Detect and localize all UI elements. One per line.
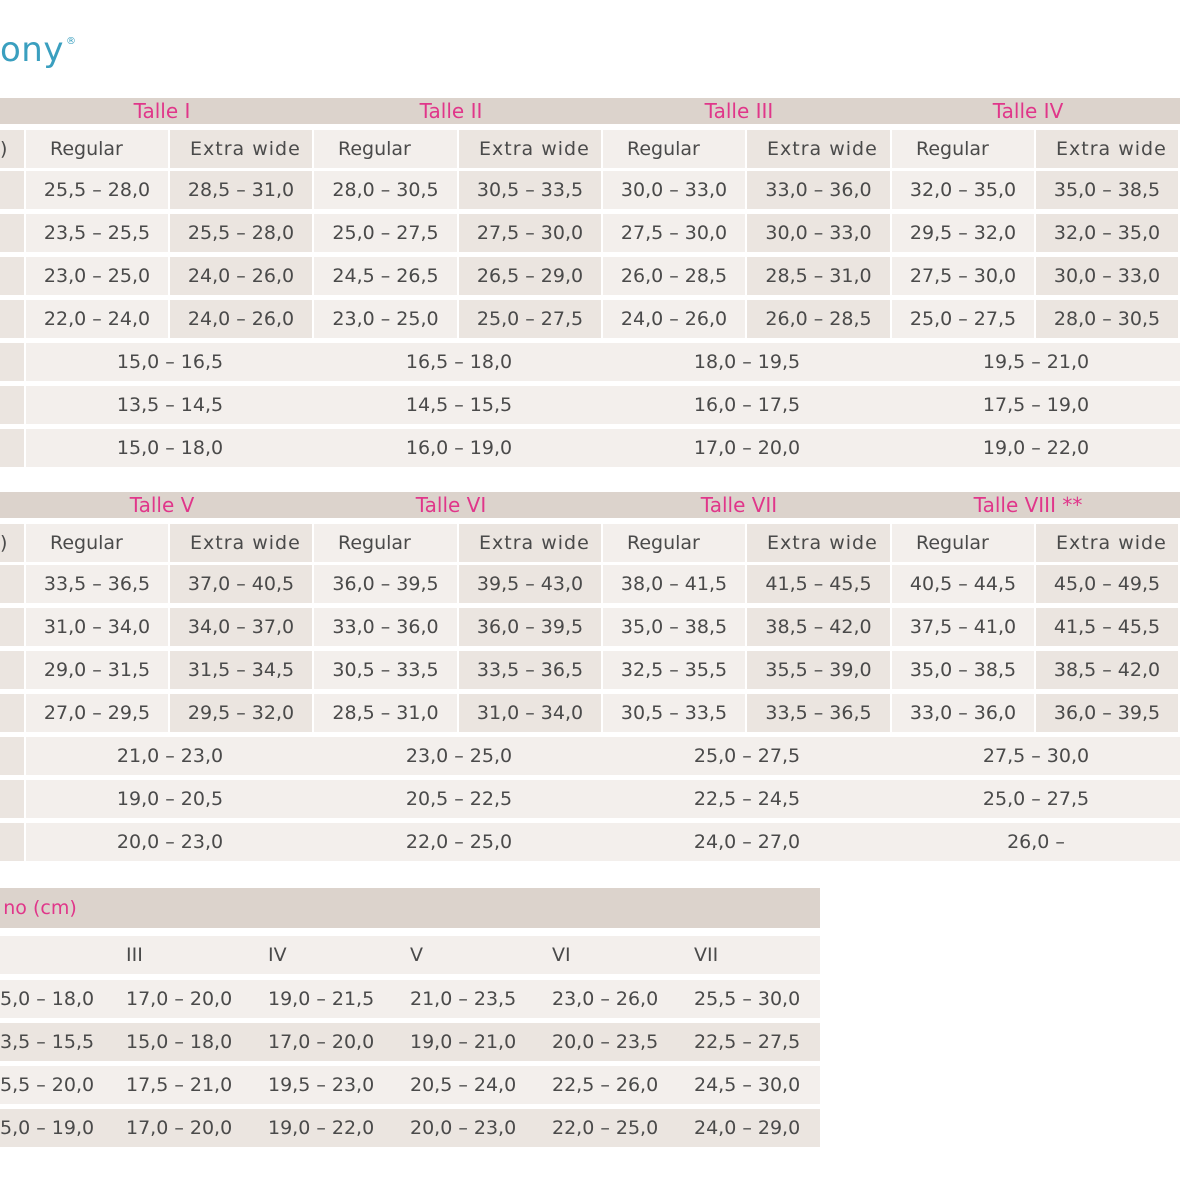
row-stub — [0, 300, 24, 338]
table-cell: 14,5 – 15,5 — [405, 394, 513, 416]
table-cell: 45,0 – 49,5 — [1036, 565, 1178, 603]
table-cell: 15,0 – 18,0 — [126, 1031, 233, 1053]
table-cell: 28,5 – 31,0 — [747, 257, 890, 295]
size-label: Talle I — [133, 99, 191, 123]
table-cell: 39,5 – 43,0 — [459, 565, 601, 603]
table-cell: 30,0 – 33,0 — [603, 171, 745, 209]
table-cell: 28,5 – 31,0 — [314, 694, 457, 732]
table-cell: 38,5 – 42,0 — [1036, 651, 1178, 689]
table-cell: 23,0 – 25,0 — [26, 257, 168, 295]
size-label: Talle V — [129, 493, 195, 517]
size-label: Talle VIII ** — [973, 493, 1083, 517]
extra-wide-header: Extra wide — [170, 130, 312, 168]
table-cell: 29,5 – 32,0 — [170, 694, 312, 732]
table-cell: 17,0 – 20,0 — [693, 437, 801, 459]
table-cell: 16,0 – 19,0 — [405, 437, 513, 459]
table-cell: 36,0 – 39,5 — [314, 565, 457, 603]
table-cell: 5,0 – 19,0 — [0, 1117, 95, 1139]
row-stub — [0, 694, 24, 732]
row-stub — [0, 780, 24, 818]
table-cell: 30,5 – 33,5 — [314, 651, 457, 689]
table-row-merged — [0, 343, 1180, 381]
table-cell: 35,5 – 39,0 — [747, 651, 890, 689]
table-cell: 33,0 – 36,0 — [892, 694, 1034, 732]
table-cell: 30,5 – 33,5 — [459, 171, 601, 209]
table-cell: 37,0 – 40,5 — [170, 565, 312, 603]
table-cell: 24,5 – 30,0 — [694, 1074, 801, 1096]
size-label: Talle II — [419, 99, 483, 123]
table-cell: 24,0 – 26,0 — [170, 300, 312, 338]
table-cell: 22,5 – 26,0 — [552, 1074, 659, 1096]
table-cell: 17,0 – 20,0 — [268, 1031, 375, 1053]
table-cell: 19,5 – 21,0 — [982, 351, 1090, 373]
hand-size-title: no (cm) — [3, 897, 77, 919]
table-cell: 32,0 – 35,0 — [1036, 214, 1178, 252]
table-cell: 27,5 – 30,0 — [892, 257, 1034, 295]
table-row — [0, 694, 1180, 732]
table-row — [0, 257, 1180, 295]
extra-wide-header: Extra wide — [459, 130, 601, 168]
table-cell: 33,0 – 36,0 — [747, 171, 890, 209]
regular-header: Regular — [314, 524, 457, 562]
table-cell: 19,0 – 22,0 — [982, 437, 1090, 459]
table-cell: 19,0 – 21,0 — [410, 1031, 517, 1053]
row-stub — [0, 171, 24, 209]
hand-size-title-band — [0, 888, 820, 928]
row-stub — [0, 651, 24, 689]
brand-name: ony — [0, 30, 64, 70]
table-cell: 32,0 – 35,0 — [892, 171, 1034, 209]
table-cell: 30,0 – 33,0 — [1036, 257, 1178, 295]
table-row-merged — [0, 823, 1180, 861]
table-cell: 23,0 – 25,0 — [405, 745, 513, 767]
table-cell: 16,5 – 18,0 — [405, 351, 513, 373]
table-cell: 16,0 – 17,5 — [693, 394, 801, 416]
table-cell: 24,5 – 26,5 — [314, 257, 457, 295]
table-cell: 25,0 – 27,5 — [693, 745, 801, 767]
extra-wide-header: Extra wide — [1036, 130, 1178, 168]
table-cell: 33,0 – 36,0 — [314, 608, 457, 646]
table-cell: 24,0 – 27,0 — [693, 831, 801, 853]
table-cell: 19,0 – 21,5 — [268, 988, 375, 1010]
row-stub — [0, 608, 24, 646]
table-cell: 17,5 – 21,0 — [126, 1074, 233, 1096]
table-row — [0, 1066, 820, 1104]
table-cell: 30,5 – 33,5 — [603, 694, 745, 732]
table-cell: 25,5 – 28,0 — [26, 171, 168, 209]
table-cell: 28,5 – 31,0 — [170, 171, 312, 209]
table-cell: 5,0 – 18,0 — [0, 988, 95, 1010]
table-cell: 33,5 – 36,5 — [459, 651, 601, 689]
table-cell: 22,0 – 25,0 — [552, 1117, 659, 1139]
table-row — [0, 171, 1180, 209]
table-cell: 21,0 – 23,0 — [116, 745, 224, 767]
table-cell: 20,5 – 22,5 — [405, 788, 513, 810]
table-cell: 26,5 – 29,0 — [459, 257, 601, 295]
table-cell: 17,0 – 20,0 — [126, 1117, 233, 1139]
table-cell: 29,5 – 32,0 — [892, 214, 1034, 252]
extra-wide-header: Extra wide — [459, 524, 601, 562]
table-cell: 19,0 – 22,0 — [268, 1117, 375, 1139]
size-header-band — [0, 98, 1180, 124]
table-cell: 22,5 – 27,5 — [694, 1031, 801, 1053]
table-cell: 29,0 – 31,5 — [26, 651, 168, 689]
size-label: Talle VII — [700, 493, 778, 517]
table-cell: 17,5 – 19,0 — [982, 394, 1090, 416]
row-stub — [0, 386, 24, 424]
table-cell: 28,0 – 30,5 — [1036, 300, 1178, 338]
table-cell: 34,0 – 37,0 — [170, 608, 312, 646]
table-cell: 33,5 – 36,5 — [26, 565, 168, 603]
column-header: VI — [552, 944, 571, 966]
table-cell: 17,0 – 20,0 — [126, 988, 233, 1010]
column-header: IV — [268, 944, 287, 966]
table-cell: 15,0 – 18,0 — [116, 437, 224, 459]
table-row — [0, 1109, 820, 1147]
table-row-merged — [0, 429, 1180, 467]
table-cell: 27,5 – 30,0 — [603, 214, 745, 252]
table-cell: 26,0 – — [1007, 831, 1065, 853]
table-cell: 40,5 – 44,5 — [892, 565, 1034, 603]
stub-label: ) — [0, 130, 24, 168]
table-cell: 37,5 – 41,0 — [892, 608, 1034, 646]
table-cell: 25,5 – 30,0 — [694, 988, 801, 1010]
table-cell: 19,5 – 23,0 — [268, 1074, 375, 1096]
table-cell: 41,5 – 45,5 — [747, 565, 890, 603]
extra-wide-header: Extra wide — [1036, 524, 1178, 562]
regular-header: Regular — [892, 130, 1034, 168]
extra-wide-header: Extra wide — [747, 524, 890, 562]
regular-header: Regular — [892, 524, 1034, 562]
regular-header: Regular — [314, 130, 457, 168]
column-header-row — [0, 130, 1180, 168]
table-cell: 25,0 – 27,5 — [459, 300, 601, 338]
table-cell: 25,0 – 27,5 — [982, 788, 1090, 810]
table-row — [0, 214, 1180, 252]
table-cell: 22,5 – 24,5 — [693, 788, 801, 810]
table-cell: 5,5 – 20,0 — [0, 1074, 95, 1096]
table-cell: 26,0 – 28,5 — [603, 257, 745, 295]
regular-header: Regular — [603, 130, 745, 168]
table-cell: 18,0 – 19,5 — [693, 351, 801, 373]
table-cell: 27,5 – 30,0 — [459, 214, 601, 252]
table-row — [0, 608, 1180, 646]
table-cell: 24,0 – 29,0 — [694, 1117, 801, 1139]
table-cell: 33,5 – 36,5 — [747, 694, 890, 732]
table-cell: 27,0 – 29,5 — [26, 694, 168, 732]
table-cell: 35,0 – 38,5 — [1036, 171, 1178, 209]
hand-size-header-row — [0, 936, 820, 974]
table-cell: 24,0 – 26,0 — [170, 257, 312, 295]
table-cell: 36,0 – 39,5 — [459, 608, 601, 646]
column-header: VII — [694, 944, 719, 966]
table-row-merged — [0, 386, 1180, 424]
table-cell: 32,5 – 35,5 — [603, 651, 745, 689]
size-header-band — [0, 492, 1180, 518]
column-header: III — [126, 944, 143, 966]
table-cell: 24,0 – 26,0 — [603, 300, 745, 338]
registered-mark: ® — [65, 36, 77, 47]
row-stub — [0, 343, 24, 381]
table-row — [0, 980, 820, 1018]
table-cell: 38,5 – 42,0 — [747, 608, 890, 646]
row-stub — [0, 737, 24, 775]
regular-header: Regular — [26, 130, 168, 168]
table-row — [0, 565, 1180, 603]
table-cell: 31,0 – 34,0 — [26, 608, 168, 646]
table-cell: 27,5 – 30,0 — [982, 745, 1090, 767]
regular-header: Regular — [603, 524, 745, 562]
table-cell: 21,0 – 23,5 — [410, 988, 517, 1010]
table-row — [0, 651, 1180, 689]
table-row-merged — [0, 737, 1180, 775]
table-cell: 23,0 – 26,0 — [552, 988, 659, 1010]
extra-wide-header: Extra wide — [747, 130, 890, 168]
table-row — [0, 1023, 820, 1061]
table-cell: 20,0 – 23,0 — [116, 831, 224, 853]
size-label: Talle III — [704, 99, 774, 123]
table-cell: 35,0 – 38,5 — [603, 608, 745, 646]
table-cell: 28,0 – 30,5 — [314, 171, 457, 209]
row-stub — [0, 257, 24, 295]
table-cell: 30,0 – 33,0 — [747, 214, 890, 252]
table-cell: 31,5 – 34,5 — [170, 651, 312, 689]
size-label: Talle VI — [415, 493, 487, 517]
extra-wide-header: Extra wide — [170, 524, 312, 562]
column-header-row — [0, 524, 1180, 562]
table-cell: 22,0 – 24,0 — [26, 300, 168, 338]
table-cell: 25,5 – 28,0 — [170, 214, 312, 252]
table-cell: 35,0 – 38,5 — [892, 651, 1034, 689]
size-label: Talle IV — [992, 99, 1064, 123]
table-cell: 13,5 – 14,5 — [116, 394, 224, 416]
table-cell: 19,0 – 20,5 — [116, 788, 224, 810]
table-cell: 38,0 – 41,5 — [603, 565, 745, 603]
table-cell: 25,0 – 27,5 — [892, 300, 1034, 338]
stub-label: ) — [0, 524, 24, 562]
table-cell: 15,0 – 16,5 — [116, 351, 224, 373]
table-cell: 36,0 – 39,5 — [1036, 694, 1178, 732]
row-stub — [0, 823, 24, 861]
table-row — [0, 300, 1180, 338]
table-cell: 25,0 – 27,5 — [314, 214, 457, 252]
table-cell: 26,0 – 28,5 — [747, 300, 890, 338]
row-stub — [0, 565, 24, 603]
table-cell: 31,0 – 34,0 — [459, 694, 601, 732]
table-cell: 20,5 – 24,0 — [410, 1074, 517, 1096]
table-cell: 41,5 – 45,5 — [1036, 608, 1178, 646]
regular-header: Regular — [26, 524, 168, 562]
table-cell: 23,5 – 25,5 — [26, 214, 168, 252]
table-cell: 3,5 – 15,5 — [0, 1031, 95, 1053]
brand-logo — [0, 30, 76, 70]
table-cell: 20,0 – 23,0 — [410, 1117, 517, 1139]
column-header: V — [410, 944, 423, 966]
table-cell: 20,0 – 23,5 — [552, 1031, 659, 1053]
row-stub — [0, 214, 24, 252]
table-cell: 23,0 – 25,0 — [314, 300, 457, 338]
table-row-merged — [0, 780, 1180, 818]
row-stub — [0, 429, 24, 467]
table-cell: 22,0 – 25,0 — [405, 831, 513, 853]
